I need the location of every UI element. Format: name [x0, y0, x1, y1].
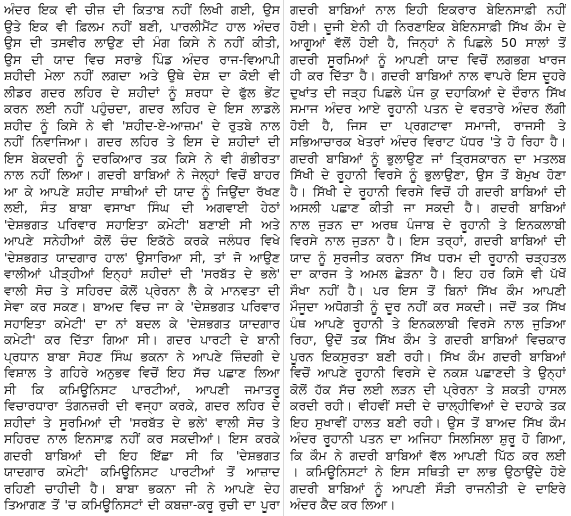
text-line: ਰਹਿਣੀ ਚਾਹੀਦੀ ਹੈ। ਬਾਬਾ ਭਕਨਾ ਜੀ ਨੇ ਆਪਣੇ ਦੇਹ	[4, 480, 280, 496]
text-line: ਕੋਲੋਂ ਹੱਕ ਸੱਚ ਲਈ ਲੜਨ ਦੀ ਪ੍ਰੇਰਨਾ ਤੇ ਸ਼ਕਤੀ ਹਾਸਲ	[290, 381, 566, 397]
text-line: ਵਿਚਾਰਧਾਰਾ ਤੰਗਨਜ਼ਰੀ ਦੀ ਵਜ੍ਹਾ ਕਰਕੇ, ਗਦਰ ਲਹਿਰ ਦੇ	[4, 398, 280, 413]
text-line: ਸਹਾਇਤਾ ਕਮੇਟੀ' ਦਾ ਨਾਂ ਬਦਲ ਕੇ 'ਦੇਸ਼ਭਗਤ ਯਾਦਗਾਰ	[4, 315, 280, 331]
text-line: ਪ੍ਰਧਾਨ ਬਾਬਾ ਸੋਹਣ ਸਿੰਘ ਭਕਨਾ ਨੇ ਆਪਣੇ ਜ਼ਿੰਦਗੀ ਦੇ	[4, 348, 280, 364]
text-line: ਗਦਰੀ ਬਾਬਿਆਂ ਨੂੰ ਭੁਲਾਉਣ ਜਾਂ ਤ੍ਰਿਸਕਾਰਨ ਦਾ ਮਤਲਬ	[290, 150, 566, 166]
text-line: ਪੂਰਨ ਇਕਸੁਰਤਾ ਬਣੀ ਰਹੀ। ਸਿੱਖ ਕੌਮ ਗਦਰੀ ਬਾਬਿਆਂ	[290, 348, 566, 364]
text-line: ਕਿ ਕੌਮ ਨੇ ਗਦਰੀ ਬਾਬਿਆਂ ਵੱਲ ਆਪਣੀ ਪਿੱਠ ਕਰ ਲਈ	[290, 447, 566, 463]
text-line: ਉਸ ਦੀ ਯਾਦ ਵਿਚ ਸਰਾਭੇ ਪਿੰਡ ਅੰਦਰ ਰਾਜ-ਵਿਆਪੀ	[4, 51, 280, 67]
text-line: ਸ਼ਹੀਦੀ ਮੇਲਾ ਨਹੀਂ ਲਗਦਾ ਅਤੇ ਉਥੇ ਦੇਸ਼ ਦਾ ਕੋਈ ਵੀ	[4, 68, 280, 83]
text-line: ਆਗੂਆਂ ਵੱਲੋਂ ਹੋਈ ਹੈ, ਜਿਨ੍ਹਾਂ ਨੇ ਪਿਛਲੇ 50 ਸਾਲਾਂ ਤੋਂ	[290, 35, 566, 50]
text-line: ਹੋਈ। ਦੂਜੀ ਏਨੀ ਹੀ ਨਿਰਣਾਇਕ ਬੇਇਨਸਾਫ਼ੀ ਸਿੱਖ ਕੌਮ ਦੇ	[290, 18, 566, 34]
text-line: ਸਿੱਖੀ ਦੇ ਰੂਹਾਨੀ ਵਿਰਸੇ ਨੂੰ ਭੁਲਾਉਣਾ, ਉਸ ਤੋਂ ਬੇਮੁਖ ਹੋਣਾ	[290, 167, 566, 182]
text-line: ਯਾਦ ਨੂੰ ਸੁਰਜੀਤ ਕਰਨਾ ਸਿੱਖ ਧਰਮ ਦੀ ਰੂਹਾਨੀ ਚੜ੍ਹਤਲ	[290, 249, 566, 265]
text-line: ਕਮੇਟੀ' ਕਰ ਦਿੱਤਾ ਗਿਆ ਸੀ। ਗਦਰ ਪਾਰਟੀ ਦੇ ਬਾਨੀ	[4, 332, 280, 347]
text-line: । ਕਮਿਊਨਿਸਟਾਂ ਨੇ ਇਸ ਸਥਿਤੀ ਦਾ ਲਾਭ ਉਠਾਉਂਦੇ ਹੋਏ	[290, 464, 566, 479]
column-divider	[283, 0, 284, 516]
text-line: ਕਰਨ ਲਈ ਨਹੀਂ ਪਹੁੰਚਦਾ, ਗਦਰ ਲਹਿਰ ਦੇ ਇਸ ਲਾਡਲੇ	[4, 101, 280, 116]
text-line: ਨਾਲ ਨਹੀਂ ਲਿਆ। ਗਦਰੀ ਬਾਬਿਆਂ ਨੇ ਜੇਲ੍ਹਾਂ ਵਿਚੋਂ ਬਾਹਰ	[4, 167, 280, 182]
text-line: ਆ ਕੇ ਆਪਣੇ ਸ਼ਹੀਦ ਸਾਥੀਆਂ ਦੀ ਯਾਦ ਨੂੰ ਜਿਉਂਦਾ ਰੱਖਣ	[4, 183, 280, 199]
text-line: ਸ਼ਹੀਦ ਨੂੰ ਕਿਸੇ ਨੇ ਵੀ 'ਸ਼ਹੀਦ-ਏ-ਆਜ਼ਮ' ਦੇ ਰੁਤਬੇ ਨਾਲ	[4, 117, 280, 133]
text-line: ਵਿਸ਼ਾਲ ਤੇ ਗਹਿਰੇ ਅਨੁਭਵ ਵਿਚੋਂ ਇਹ ਸੱਚ ਪਛਾਣ ਲਿਆ	[4, 365, 280, 380]
text-line: ਮੌਜੂਦਾ ਅਧੋਗਤੀ ਨੂੰ ਦੂਰ ਨਹੀਂ ਕਰ ਸਕਦੀ। ਜਦੋਂ ਤਕ ਸਿੱਖ	[290, 299, 566, 314]
text-line: ਗਦਰੀ ਸੂਰਮਿਆਂ ਨੂੰ ਆਪਣੀ ਯਾਦ ਵਿਚੋਂ ਲਗਭਗ ਖਾਰਜ	[290, 51, 566, 67]
text-line: ਇਹ ਸੁਖਾਵੀਂ ਹਾਲਤ ਬਣੀ ਰਹੀ। ਉਸ ਤੋਂ ਬਾਅਦ ਸਿੱਖ ਕੌਮ	[290, 414, 566, 430]
text-line: ਹੈ। ਸਿੱਖੀ ਦੇ ਰੂਹਾਨੀ ਵਿਰਸੇ ਵਿਚੋਂ ਹੀ ਗਦਰੀ ਬਾਬਿਆਂ ਦੀ	[290, 183, 566, 199]
text-line: ਇਸ ਬੇਕਦਰੀ ਨੂੰ ਦਰਕਿਆਰ ਤਕ ਕਿਸੇ ਨੇ ਵੀ ਗੰਭੀਰਤਾ	[4, 150, 280, 166]
text-line: ਗਦਰੀ ਬਾਬਿਆਂ ਦੀ ਇਹ ਇੱਛਾ ਸੀ ਕਿ 'ਦੇਸ਼ਭਗਤ	[4, 447, 280, 463]
text-line: ਉਸ ਦੀ ਤਸਵੀਰ ਲਾਉਣ ਦੀ ਮੰਗ ਕਿਸੇ ਨੇ ਨਹੀਂ ਕੀਤੀ,	[4, 35, 280, 50]
text-line: ਸੇਵਾ ਕਰ ਸਕਣ। ਬਾਅਦ ਵਿਚ ਜਾ ਕੇ 'ਦੇਸ਼ਭਗਤ ਪਰਿਵਾਰ	[4, 299, 280, 314]
text-line: ਯਾਦਗਾਰ ਕਮੇਟੀ' ਕਮਿਊਨਿਸਟ ਪਾਰਟੀਆਂ ਤੋਂ ਆਜ਼ਾਦ	[4, 464, 280, 479]
text-line: ਪੰਥ ਆਪਣੇ ਰੂਹਾਨੀ ਤੇ ਇਨਕਲਾਬੀ ਵਿਰਸੇ ਨਾਲ ਜੁੜਿਆ	[290, 315, 566, 331]
text-line: 'ਦੇਸ਼ਭਗਤ ਪਰਿਵਾਰ ਸਹਾਇਤਾ ਕਮੇਟੀ' ਬਣਾਈ ਸੀ ਅਤੇ	[4, 216, 280, 232]
text-line: ਦਾ ਕਾਰਜ ਤੇ ਅਮਲ ਛੇੜਨਾ ਹੈ। ਇਹ ਹਰ ਕਿਸੇ ਵੀ ਪੱਖੋਂ	[290, 266, 566, 281]
text-line: ਸੌਖਾ ਨਹੀਂ ਹੈ। ਪਰ ਇਸ ਤੋਂ ਬਿਨਾਂ ਸਿੱਖ ਕੌਮ ਆਪਣੀ	[290, 282, 566, 298]
text-line: ਲਈ, ਸੰਤ ਬਾਬਾ ਵਸਾਖਾ ਸਿੰਘ ਦੀ ਅਗਵਾਈ ਹੇਠਾਂ	[4, 200, 280, 215]
text-line: ਦੁਖਾਂਤ ਦੀ ਜੜ੍ਹ ਪਿਛਲੇ ਪੰਜ ਕੁ ਦਹਾਕਿਆਂ ਦੇ ਦੌਰਾਨ ਸਿੱਖ	[290, 84, 566, 100]
text-line: ਨਹੀਂ ਨਿਵਾਜਿਆ। ਗਦਰ ਲਹਿਰ ਤੇ ਇਸ ਦੇ ਸ਼ਹੀਦਾਂ ਦੀ	[4, 134, 280, 149]
text-line: ਉਤੇ ਇਕ ਵੀ ਫ਼ਿਲਮ ਨਹੀਂ ਬਣੀ, ਪਾਰਲੀਮੈਂਟ ਹਾਲ ਅੰਦਰ	[4, 18, 280, 34]
text-line: ਰਿਹਾ, ਉਦੋਂ ਤਕ ਸਿੱਖ ਕੌਮ ਤੇ ਗਦਰੀ ਬਾਬਿਆਂ ਵਿਚਕਾਰ	[290, 332, 566, 347]
text-line: ਆਪਣੇ ਸਨੇਹੀਆਂ ਕੋਲੋਂ ਚੰਦ ਇਕੱਠੇ ਕਰਕੇ ਜਲੰਧਰ ਵਿਖੇ	[4, 233, 280, 248]
right-text-column	[290, 2, 566, 514]
text-line: ਵਾਲੀ ਸੋਚ ਤੇ ਸਹਿਰਦ ਕੋਲੋਂ ਪ੍ਰੇਰਨਾ ਲੈ ਕੇ ਮਾਨਵਤਾ ਦੀ	[4, 282, 280, 298]
text-line: ਵਿਚੋਂ ਆਪਣੇ ਰੂਹਾਨੀ ਵਿਰਸੇ ਦੇ ਨਕਸ਼ ਪਛਾਣਦੀ ਤੇ ਉਨ੍ਹਾਂ	[290, 365, 566, 380]
text-line: ਗਦਰੀ ਬਾਬਿਆਂ ਨੂੰ ਆਪਣੀ ਸੌੜੀ ਰਾਜਨੀਤੀ ਦੇ ਦਾਇਰੇ	[290, 480, 566, 496]
text-line: ਹੋਈ ਹੈ, ਜਿਸ ਦਾ ਪ੍ਰਗਟਾਵਾ ਸਮਾਜੀ, ਰਾਜਸੀ ਤੇ	[290, 117, 566, 133]
text-line: ਸਮਾਜ ਅੰਦਰ ਆਏ ਰੂਹਾਨੀ ਪਤਨ ਦੇ ਵਰਤਾਰੇ ਅੰਦਰ ਲੱਗੀ	[290, 101, 566, 116]
text-line: ਅਸਲੀ ਪਛਾਣ ਕੀਤੀ ਜਾ ਸਕਦੀ ਹੈ। ਗਦਰੀ ਬਾਬਿਆਂ	[290, 200, 566, 215]
text-line: ਸਹਿਰਦ ਨਾਲ ਇਨਸਾਫ਼ ਨਹੀਂ ਕਰ ਸਕਦੀਆਂ। ਇਸ ਕਰਕੇ	[4, 431, 280, 446]
text-line: ਅੰਦਰ ਰੂਹਾਨੀ ਪਤਨ ਦਾ ਅਜਿਹਾ ਸਿਲਸਿਲਾ ਸ਼ੁਰੂ ਹੋ ਗਿਆ,	[290, 431, 566, 446]
text-line: ਸੀ ਕਿ ਕਮਿਊਨਿਸਟ ਪਾਰਟੀਆਂ, ਆਪਣੀ ਜਮਾਤਰੂ	[4, 381, 280, 397]
left-text-column	[4, 2, 280, 514]
text-line: ਵਿਰਸੇ ਨਾਲ ਜੁੜਨਾ ਹੈ। ਇਸ ਤਰ੍ਹਾਂ, ਗਦਰੀ ਬਾਬਿਆਂ ਦੀ	[290, 233, 566, 248]
text-line: ਹੀ ਕਰ ਦਿੱਤਾ ਹੈ। ਗਦਰੀ ਬਾਬਿਆਂ ਨਾਲ ਵਾਪਰੇ ਇਸ ਦੂਹਰੇ	[290, 68, 566, 83]
text-line: ਨਾਲ ਜੁੜਨ ਦਾ ਅਰਥ ਪੰਜਾਬ ਦੇ ਰੂਹਾਨੀ ਤੇ ਇਨਕਲਾਬੀ	[290, 216, 566, 232]
text-line: ਅੰਦਰ ਕੈਦ ਕਰ ਲਿਆ।	[290, 497, 396, 512]
text-line: 'ਦੇਸ਼ਭਗਤ ਯਾਦਗਾਰ ਹਾਲ' ਉਸਾਰਿਆ ਸੀ, ਤਾਂ ਜੋ ਆਉਣ	[4, 249, 280, 265]
text-line: ਵਾਲੀਆਂ ਪੀੜ੍ਹੀਆਂ ਇਨ੍ਹਾਂ ਸ਼ਹੀਦਾਂ ਦੀ 'ਸਰਬੱਤ ਦੇ ਭਲੇ'	[4, 266, 280, 281]
text-line: ਸਭਿਆਚਾਰਕ ਖੇਤਰਾਂ ਅੰਦਰ ਵਿਰਾਟ ਪੱਧਰ 'ਤੇ ਹੋ ਰਿਹਾ ਹੈ।	[290, 134, 566, 149]
text-line: ਲੀਡਰ ਗਦਰ ਲਹਿਰ ਦੇ ਸ਼ਹੀਦਾਂ ਨੂੰ ਸ਼ਰਧਾ ਦੇ ਫੁੱਲ ਭੇਂਟ	[4, 84, 280, 100]
text-line: ਅੰਦਰ ਇਕ ਵੀ ਚੀਜ਼ ਦੀ ਕਿਤਾਬ ਨਹੀਂ ਲਿਖੀ ਗਈ, ਉਸ	[4, 2, 280, 17]
text-line: ਕਰਦੀ ਰਹੀ। ਵੀਹਵੀਂ ਸਦੀ ਦੇ ਚਾਲ੍ਹੀਵਿਆਂ ਦੇ ਦਹਾਕੇ ਤਕ	[290, 398, 566, 413]
text-line: ਸ਼ਹੀਦਾਂ ਤੇ ਸੂਰਮਿਆਂ ਦੀ 'ਸਰਬੱਤ ਦੇ ਭਲੇ' ਵਾਲੀ ਸੋਚ ਤੇ	[4, 414, 280, 430]
text-line: ਤਿਆਗਣ ਤੋਂ 'ਚ ਕਮਿਊਨਿਸਟਾਂ ਦੀ ਕਬਜ਼ਾ-ਕਰੂ ਰੁਚੀ ਦਾ ਪੂਰਾ	[4, 497, 280, 512]
text-line: ਗਦਰੀ ਬਾਬਿਆਂ ਨਾਲ ਇਹੀ ਇਕਰਾਰ ਬੇਇਨਸਾਫ਼ੀ ਨਹੀਂ	[290, 2, 566, 17]
